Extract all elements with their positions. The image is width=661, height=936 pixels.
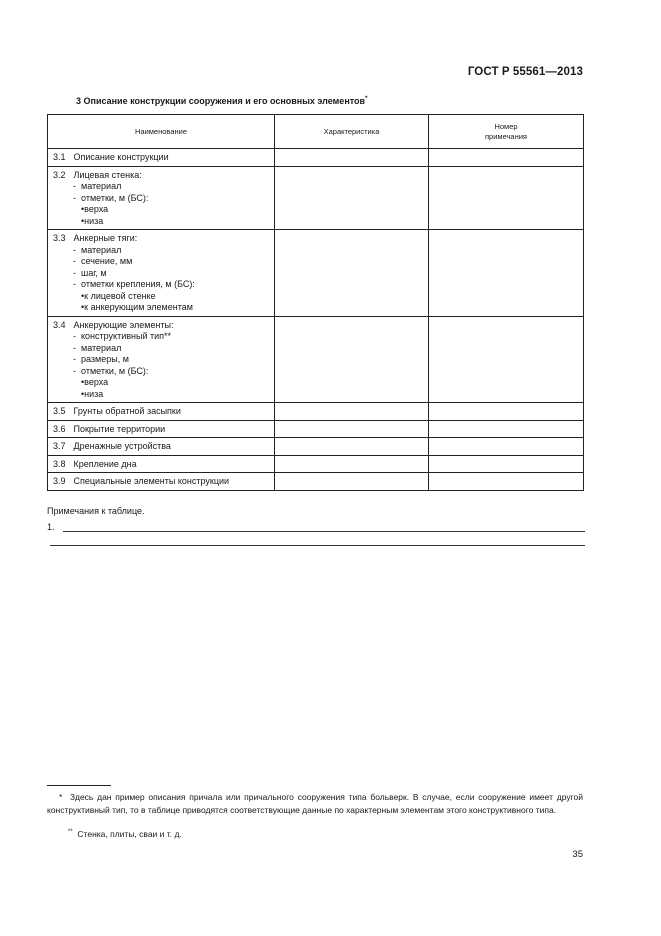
table-row xyxy=(48,149,584,167)
dash-glyph: - xyxy=(73,181,76,191)
row-3-1-note xyxy=(429,149,584,167)
row-number: 3.2 xyxy=(53,169,66,180)
row-title: Специальные элементы конструкции xyxy=(73,476,230,486)
dash-item-label: конструктивный тип** xyxy=(81,331,172,341)
bullet-item-label: низа xyxy=(84,388,104,399)
row-title: Описание конструкции xyxy=(73,152,169,162)
dash-item xyxy=(53,354,270,366)
bullet-glyph: • xyxy=(81,215,85,226)
dash-item xyxy=(53,279,270,291)
row-title: Анкерующие элементы: xyxy=(73,319,174,330)
bullet-item xyxy=(53,204,270,216)
dash-item-label: материал xyxy=(81,181,122,191)
dash-item xyxy=(53,331,270,343)
dash-item-label: сечение, мм xyxy=(81,256,133,266)
dash-item xyxy=(53,366,270,378)
row-3-8-note xyxy=(429,455,584,473)
row-3-3-note xyxy=(429,230,584,317)
column-header-note-number xyxy=(429,115,584,149)
dash-glyph: - xyxy=(73,331,76,341)
bullet-glyph: • xyxy=(81,377,85,387)
row-title: Дренажные устройства xyxy=(73,441,171,451)
row-3-3-name xyxy=(48,230,275,317)
dash-item-label: шаг, м xyxy=(81,267,107,278)
dash-item-label: отметки крепления, м (БС): xyxy=(81,279,195,289)
dash-item-label: материал xyxy=(81,244,122,255)
bullet-item-label: верха xyxy=(84,377,109,387)
row-title: Крепление дна xyxy=(73,458,137,469)
bullet-glyph: • xyxy=(81,302,85,312)
row-3-4-note xyxy=(429,316,584,403)
row-title: Грунты обратной засыпки xyxy=(73,406,181,416)
row-3-4-name xyxy=(48,316,275,403)
row-3-6-name xyxy=(48,420,275,438)
dash-glyph: - xyxy=(73,342,76,353)
bullet-item xyxy=(53,291,270,303)
footnote-2 xyxy=(47,826,182,840)
row-3-9-name xyxy=(48,473,275,491)
row-number: 3.4 xyxy=(53,319,66,330)
table-row xyxy=(48,473,584,491)
row-3-7-note xyxy=(429,438,584,456)
row-3-7-name xyxy=(48,438,275,456)
row-3-9-note xyxy=(429,473,584,491)
row-number: 3.1 xyxy=(53,152,66,162)
row-3-5-note xyxy=(429,403,584,421)
dash-item-label: отметки, м (БС): xyxy=(81,365,149,376)
column-header-note-number-label: Номер примечания xyxy=(485,121,527,141)
row-3-5-characteristic xyxy=(275,403,429,421)
bullet-glyph: • xyxy=(81,204,85,214)
row-3-8-name xyxy=(48,455,275,473)
bullet-item xyxy=(53,377,270,389)
row-3-2-characteristic xyxy=(275,166,429,230)
section-title: 3 Описание конструкции сооружения и его основных элементов xyxy=(76,96,366,106)
table-header-row xyxy=(48,115,584,149)
row-number: 3.3 xyxy=(53,233,66,243)
column-header-characteristic: Характеристика xyxy=(275,115,429,149)
row-number: 3.8 xyxy=(53,458,66,469)
bullet-item-label: верха xyxy=(84,204,109,214)
row-3-2-note xyxy=(429,166,584,230)
dash-glyph: - xyxy=(73,279,76,289)
footnote-1 xyxy=(47,791,583,816)
row-number: 3.5 xyxy=(53,406,66,416)
section-heading xyxy=(76,96,367,106)
row-3-7-characteristic xyxy=(275,438,429,456)
bullet-glyph: • xyxy=(81,388,85,399)
dash-item xyxy=(53,245,270,257)
row-number: 3.6 xyxy=(53,423,66,434)
table-row xyxy=(48,438,584,456)
table-row xyxy=(48,420,584,438)
row-3-6-characteristic xyxy=(275,420,429,438)
dash-glyph: - xyxy=(73,365,76,376)
column-header-name: Наименование xyxy=(48,115,275,149)
bullet-item xyxy=(53,389,270,401)
table-row xyxy=(48,316,584,403)
dash-glyph: - xyxy=(73,354,76,364)
row-3-6-note xyxy=(429,420,584,438)
dash-glyph: - xyxy=(73,244,76,255)
dash-item xyxy=(53,343,270,355)
table-row xyxy=(48,455,584,473)
row-3-1-name xyxy=(48,149,275,167)
row-3-5-name xyxy=(48,403,275,421)
bullet-item xyxy=(53,302,270,314)
row-3-1-characteristic xyxy=(275,149,429,167)
dash-item xyxy=(53,181,270,193)
row-number: 3.7 xyxy=(53,441,66,451)
table-note-2-blank-line xyxy=(50,545,585,546)
table-note-1-blank-line xyxy=(63,523,585,532)
dash-item xyxy=(53,256,270,268)
footnote-1-mark: * xyxy=(59,792,63,802)
footnote-1-text: Здесь дан пример описания причала или причального сооружения типа больверк. В случае, если сооружение имеет другой конструктивный тип, то в таблице приводятся соответствующие данные по характерным элементам этого конструктивного типа. xyxy=(47,792,583,815)
row-title: Покрытие территории xyxy=(73,423,166,434)
bullet-item-label: к лицевой стенке xyxy=(84,290,156,301)
table-notes-label: Примечания к таблице. xyxy=(47,506,145,516)
row-3-2-name xyxy=(48,166,275,230)
dash-item-label: отметки, м (БС): xyxy=(81,192,149,203)
table-row xyxy=(48,166,584,230)
row-title: Лицевая стенка: xyxy=(73,169,142,180)
dash-item-label: материал xyxy=(81,342,122,353)
bullet-glyph: • xyxy=(81,290,85,301)
dash-glyph: - xyxy=(73,267,76,278)
dash-glyph: - xyxy=(73,256,76,266)
construction-table xyxy=(47,114,584,491)
table-row xyxy=(48,403,584,421)
row-3-4-characteristic xyxy=(275,316,429,403)
page-number: 35 xyxy=(572,849,583,860)
section-footnote-mark: * xyxy=(365,96,368,102)
row-3-9-characteristic xyxy=(275,473,429,491)
footnote-2-mark: ** xyxy=(68,829,73,835)
dash-item-label: размеры, м xyxy=(81,354,129,364)
dash-item xyxy=(53,193,270,205)
footnote-rule xyxy=(47,785,111,786)
row-title: Анкерные тяги: xyxy=(73,233,138,243)
bullet-item xyxy=(53,216,270,228)
dash-item xyxy=(53,268,270,280)
bullet-item-label: к анкерующим элементам xyxy=(84,302,193,312)
row-number: 3.9 xyxy=(53,476,66,486)
dash-glyph: - xyxy=(73,192,76,203)
table-note-1-number: 1. xyxy=(47,522,55,532)
bullet-item-label: низа xyxy=(84,215,104,226)
footnote-2-text: Стенка, плиты, сваи и т. д. xyxy=(77,828,182,839)
document-code: ГОСТ Р 55561—2013 xyxy=(467,66,583,78)
row-3-3-characteristic xyxy=(275,230,429,317)
row-3-8-characteristic xyxy=(275,455,429,473)
table-row xyxy=(48,230,584,317)
table-note-1 xyxy=(47,522,585,532)
